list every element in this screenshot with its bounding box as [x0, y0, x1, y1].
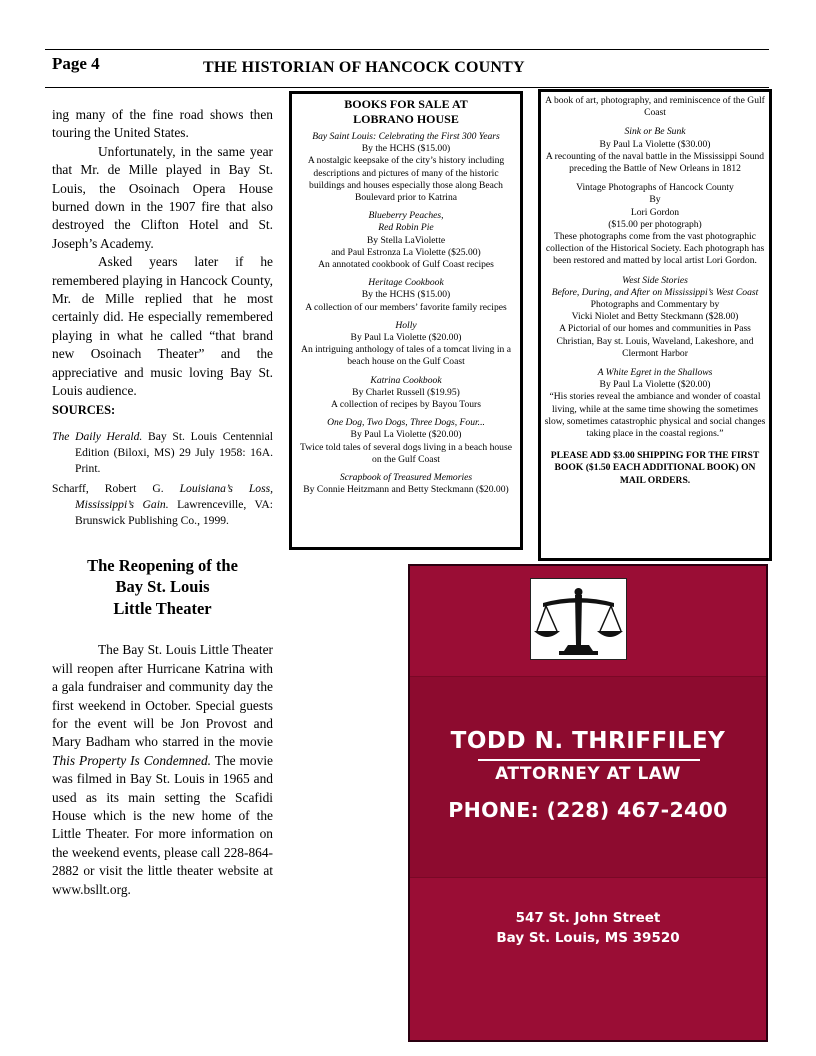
book-title: Vintage Photographs of Hancock County — [576, 182, 734, 194]
book-author: By Paul La Violette ($20.00) — [599, 379, 711, 391]
sources-heading: SOURCES: — [52, 402, 116, 417]
scales-of-justice-graphic — [531, 579, 626, 659]
book-title: West Side Stories — [622, 274, 688, 286]
book-listing — [295, 320, 517, 369]
header-bottom-rule — [45, 87, 769, 88]
address-city: Bay St. Louis, MS 39520 — [496, 930, 680, 946]
source-title: The Daily Herald. — [52, 429, 143, 443]
attorney-address — [410, 908, 766, 948]
book-author: By Charlet Russell ($19.95) — [352, 386, 460, 398]
books-for-sale-box-continued — [538, 89, 772, 561]
book-listing — [295, 277, 517, 314]
book-author: Vicki Niolet and Betty Steckmann ($28.00) — [571, 311, 739, 323]
book-title: Sink or Be Sunk — [624, 126, 686, 138]
book-title: Blueberry Peaches, — [368, 210, 444, 222]
book-description: “His stories reveal the ambiance and wonder of coastal living, while at the same time showing the sometimes slow, sometimes catastrophic physical and social changes taking place in the coastal regions.” — [544, 391, 766, 440]
book-listing — [295, 131, 517, 204]
book-author: Lori Gordon — [630, 206, 680, 218]
source-details: Bay St. Louis Centennial Edition (Biloxi, MS) 29 July 1958: 16A. Print. — [75, 429, 273, 475]
attorney-phone: PHONE: (228) 467-2400 — [448, 798, 728, 822]
book-listing — [295, 375, 517, 412]
book-subtitle: Before, During, and After on Mississippi’s West Coast — [551, 286, 759, 298]
book-author: By the HCHS ($15.00) — [361, 289, 451, 301]
books-heading — [295, 97, 517, 126]
headline-line: Bay St. Louis — [115, 577, 210, 597]
book-title: Holly — [395, 319, 417, 331]
book-listing — [544, 275, 766, 360]
book-description: An annotated cookbook of Gulf Coast recipes — [318, 259, 494, 271]
scales-of-justice-icon — [530, 578, 627, 660]
page-number: Page 4 — [52, 54, 100, 73]
source-scharff — [52, 481, 273, 529]
book-listing — [295, 472, 517, 496]
book-title: Scrapbook of Treasured Memories — [339, 472, 473, 484]
book-author: By Paul La Violette ($30.00) — [599, 138, 711, 150]
attorney-advertisement — [408, 564, 768, 1042]
article-body-text: The Bay St. Louis Little Theater will reopen after Hurricane Katrina with a gala fundraiser and community day the first weekend in October. Special guests for the event will be Jon Provost and Mary Badham who starred in the movie — [52, 642, 273, 750]
attorney-title: ATTORNEY AT LAW — [495, 764, 681, 784]
book-listing — [295, 417, 517, 466]
book-title: Heritage Cookbook — [368, 277, 444, 289]
article-paragraph-remembered: Asked years later if he remembered playing in Hancock County, Mr. de Mille replied that he most certainly did. He especially remembered playing in what he called “that brand new Osoinach Theater” and the appreciative and music loving Bay St. Louis audience. — [52, 254, 273, 399]
ad-divider — [478, 759, 700, 761]
article-continued-paragraph: ing many of the fine road shows then touring the United States. — [52, 107, 273, 141]
book-description: A nostalgic keepsake of the city’s history including descriptions and pictures of many of the historic buildings and houses especially those along Beach Boulevard prior to Katrina — [307, 155, 505, 204]
article-body — [52, 641, 273, 899]
movie-title: This Property Is Condemned. — [52, 752, 212, 768]
book-listing — [295, 210, 517, 271]
attorney-name: TODD N. THRIFFILEY — [450, 728, 726, 754]
shipping-note: PLEASE ADD $3.00 SHIPPING FOR THE FIRST BOOK ($1.50 EACH ADDITIONAL BOOK) ON MAIL ORDERS. — [550, 450, 760, 486]
left-column — [52, 106, 273, 899]
book-title: Red Robin Pie — [378, 222, 434, 234]
book-description: These photographs come from the vast photographic collection of the Historical Society. Each photograph has been restored and matted by local artist Lori Gordon. — [545, 231, 765, 267]
book-title: Bay Saint Louis: Celebrating the First 300 Years — [312, 131, 500, 142]
book-author: By Stella LaViolette — [366, 234, 446, 246]
source-daily-herald — [52, 429, 273, 477]
header-top-rule — [45, 49, 769, 50]
book-listing — [544, 126, 766, 175]
book-description: A book of art, photography, and reminiscence of the Gulf Coast — [545, 95, 765, 119]
headline-line: Little Theater — [113, 598, 212, 618]
source-title: Louisiana’s Loss, Mississippi’s Gain. — [75, 481, 273, 511]
book-description: A collection of recipes by Bayou Tours — [331, 399, 481, 411]
book-author: By Paul La Violette ($20.00) — [350, 332, 462, 344]
book-title: One Dog, Two Dogs, Three Dogs, Four... — [327, 417, 485, 429]
books-heading-line: LOBRANO HOUSE — [353, 111, 459, 126]
books-heading-line: BOOKS FOR SALE AT — [344, 97, 468, 111]
book-description: Twice told tales of several dogs living in a beach house on the Gulf Coast — [300, 441, 512, 465]
book-author: By — [649, 194, 661, 206]
book-title: A White Egret in the Shallows — [597, 367, 713, 379]
book-listing — [544, 182, 766, 267]
headline-line: The Reopening of the — [87, 555, 238, 575]
source-author: Scharff, Robert G. — [52, 481, 180, 495]
source-details: Lawrenceville, VA: Brunswick Publishing Co., 1999. — [75, 497, 273, 527]
book-description: A recounting of the naval battle in the Mississippi Sound preceding the Battle of New Orleans in 1812 — [545, 150, 765, 175]
book-listing — [544, 95, 766, 119]
books-for-sale-box — [289, 91, 523, 550]
article-body-text: The movie was filmed in Bay St. Louis in 1965 and used as its main setting the Scafidi House which is the new home of the Little Theater. For more information on the weekend events, please call 228-864-2882 or visit the little theater website at www.bsllt.org. — [52, 752, 273, 897]
article-paragraph-fire: Unfortunately, in the same year that Mr. de Mille played in Bay St. Louis, the Osoinach Opera House burned down in the 1907 fire that also destroyed the Clifton Hotel and St. Joseph’s Academy. — [52, 143, 273, 251]
book-author: By Paul La Violette ($20.00) — [350, 429, 462, 441]
address-street: 547 St. John Street — [515, 910, 661, 926]
book-price: ($15.00 per photograph) — [608, 218, 702, 230]
book-author: and Paul Estronza La Violette ($25.00) — [331, 246, 481, 258]
book-author: Photographs and Commentary by — [590, 299, 720, 311]
book-description: A Pictorial of our homes and communities in Pass Christian, Bay st. Louis, Waveland, Lakeshore, and Clermont Harbor — [556, 323, 754, 359]
book-title: Katrina Cookbook — [370, 374, 442, 386]
article-headline — [52, 555, 273, 620]
book-listing — [544, 367, 766, 440]
book-author: By Connie Heitzmann and Betty Steckmann ($20.00) — [303, 484, 509, 496]
newsletter-title: THE HISTORIAN OF HANCOCK COUNTY — [203, 59, 525, 76]
book-description: An intriguing anthology of tales of a tomcat living in a beach house on the Gulf Coast — [301, 344, 511, 368]
book-description: A collection of our members’ favorite family recipes — [305, 301, 507, 313]
book-author: By the HCHS ($15.00) — [361, 143, 451, 155]
